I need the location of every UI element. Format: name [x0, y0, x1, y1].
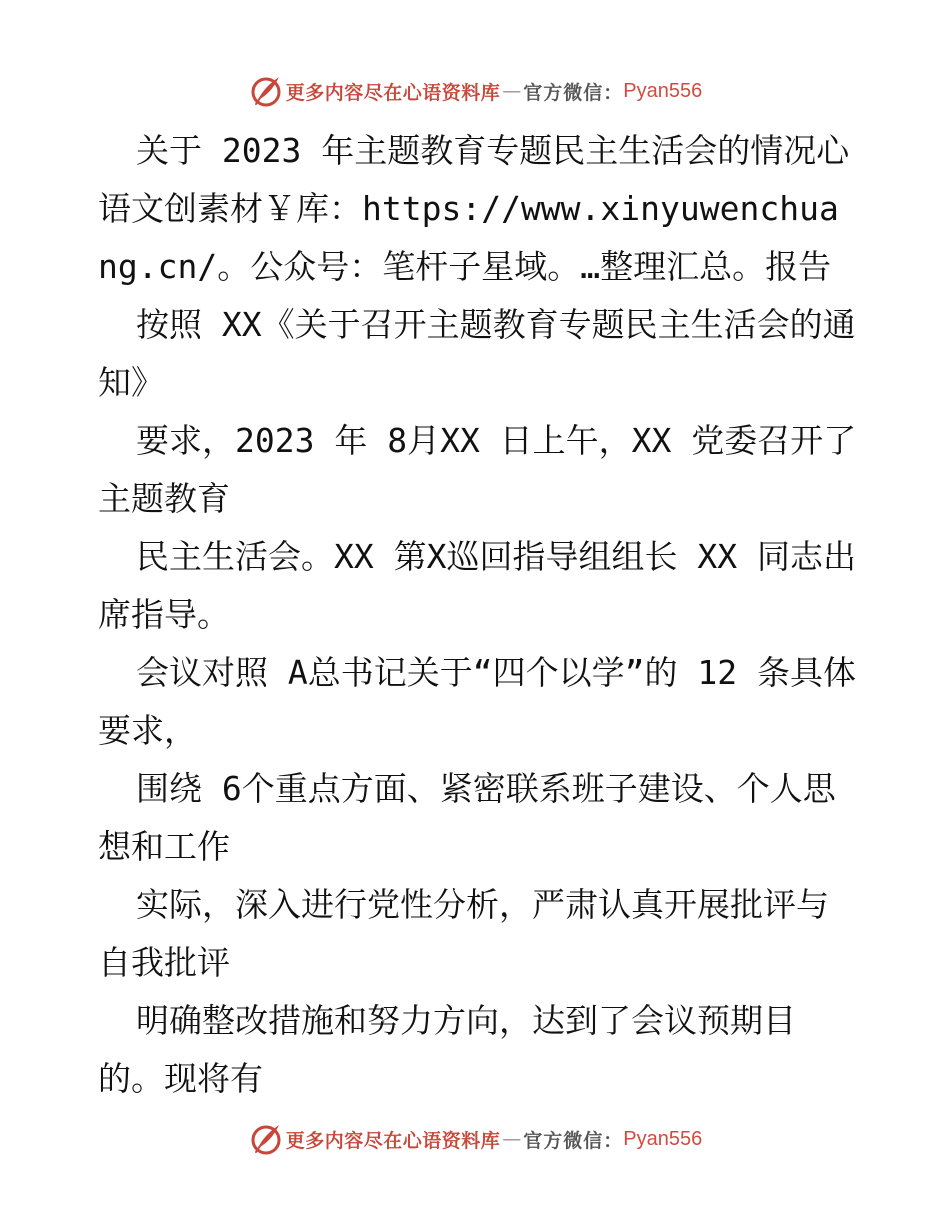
watermark-main-text: 更多内容尽在心语资料库: [285, 81, 501, 104]
watermark-official-label: 官方微信：: [523, 81, 624, 104]
paragraph: 民主生活会。XX 第X巡回指导组组长 XX 同志出席指导。: [98, 537, 856, 634]
document-body: [98, 122, 858, 1108]
feather-pen-icon: [248, 73, 284, 109]
paragraph: 明确整改措施和努力方向，达到了会议预期目的。现将有: [98, 1001, 796, 1098]
paragraph: 要求，2023 年 8月XX 日上午，XX 党委召开了主题教育: [98, 421, 857, 518]
footer-watermark: [0, 1119, 950, 1159]
paragraph: 关于 2023 年主题教育专题民主生活会的情况心语文创素材￥库：https://www.xinyuwenchuang.cn/。公众号：笔杆子星域。…整理汇总。报告: [98, 131, 850, 286]
watermark-separator: —: [502, 80, 522, 102]
watermark-wechat-id: Pyan556: [623, 1127, 703, 1150]
paragraph: 按照 XX《关于召开主题教育专题民主生活会的通知》: [98, 305, 856, 402]
watermark-main-text: 更多内容尽在心语资料库: [285, 1129, 501, 1152]
watermark-official-label: 官方微信：: [523, 1129, 624, 1152]
paragraph: 实际，深入进行党性分析，严肃认真开展批评与自我批评: [98, 885, 829, 982]
paragraph: 围绕 6个重点方面、紧密联系班子建设、个人思想和工作: [98, 769, 836, 866]
watermark-wechat-id: Pyan556: [623, 79, 703, 102]
header-watermark: [0, 71, 950, 111]
paragraph: 会议对照 A总书记关于“四个以学”的 12 条具体要求，: [98, 653, 856, 750]
feather-pen-icon: [248, 1121, 284, 1157]
watermark-separator: —: [502, 1128, 522, 1150]
